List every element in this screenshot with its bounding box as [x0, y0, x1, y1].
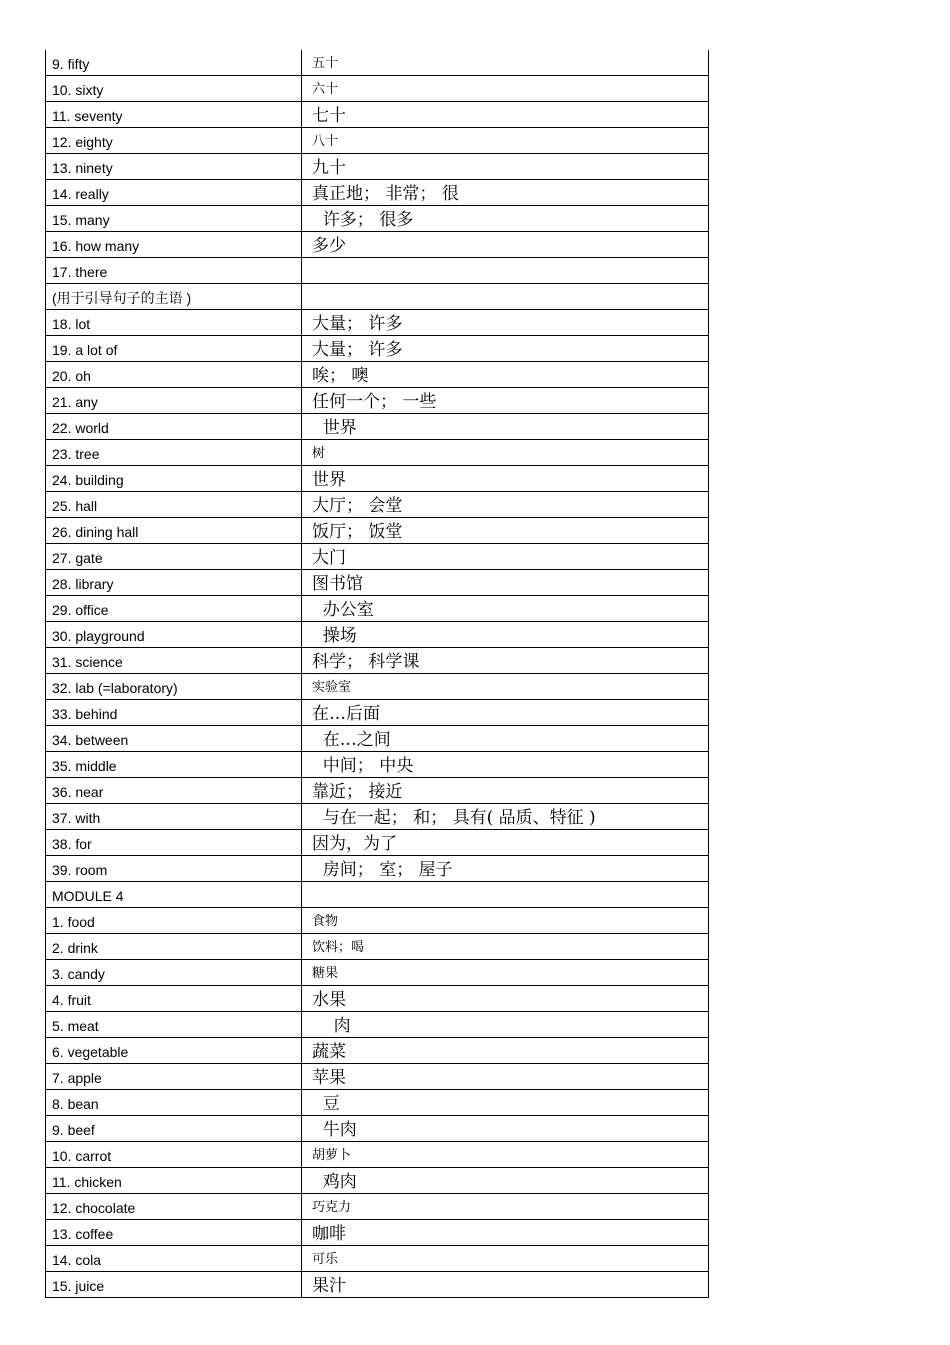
- table-row: [46, 440, 709, 466]
- table-row: [46, 1012, 709, 1038]
- chinese-meaning-cell: 胡萝卜: [302, 1142, 709, 1168]
- chinese-meaning-cell: 六十: [302, 76, 709, 102]
- chinese-meaning-cell: 饮料；喝: [302, 934, 709, 960]
- chinese-meaning-cell: 大厅； 会堂: [302, 492, 709, 518]
- table-row: [46, 180, 709, 206]
- english-term-cell: 10. sixty: [46, 76, 302, 102]
- table-row: [46, 544, 709, 570]
- chinese-meaning-cell: [302, 882, 709, 908]
- chinese-meaning-cell: 蔬菜: [302, 1038, 709, 1064]
- table-row: [46, 1116, 709, 1142]
- english-term-cell: 27. gate: [46, 544, 302, 570]
- english-term-cell: 32. lab (=laboratory): [46, 674, 302, 700]
- chinese-meaning-cell: 牛肉: [302, 1116, 709, 1142]
- english-term-cell: 38. for: [46, 830, 302, 856]
- english-term-cell: 33. behind: [46, 700, 302, 726]
- chinese-meaning-cell: 鸡肉: [302, 1168, 709, 1194]
- chinese-meaning-cell: 多少: [302, 232, 709, 258]
- chinese-meaning-cell: 中间； 中央: [302, 752, 709, 778]
- table-row: [46, 908, 709, 934]
- table-row: [46, 362, 709, 388]
- table-row: [46, 310, 709, 336]
- chinese-meaning-cell: 五十: [302, 50, 709, 76]
- chinese-meaning-cell: 任何一个； 一些: [302, 388, 709, 414]
- table-row: [46, 154, 709, 180]
- english-term-cell: 18. lot: [46, 310, 302, 336]
- chinese-meaning-cell: 大量； 许多: [302, 336, 709, 362]
- english-term-cell: 25. hall: [46, 492, 302, 518]
- chinese-meaning-cell: [302, 258, 709, 284]
- english-term-cell: 21. any: [46, 388, 302, 414]
- chinese-meaning-cell: 食物: [302, 908, 709, 934]
- english-term-cell: 30. playground: [46, 622, 302, 648]
- table-row: [46, 778, 709, 804]
- table-row: [46, 1168, 709, 1194]
- english-term-cell: 7. apple: [46, 1064, 302, 1090]
- chinese-meaning-cell: 苹果: [302, 1064, 709, 1090]
- english-term-cell: MODULE 4: [46, 882, 302, 908]
- table-row: [46, 336, 709, 362]
- english-term-cell: 10. carrot: [46, 1142, 302, 1168]
- english-term-cell: 29. office: [46, 596, 302, 622]
- table-row: [46, 258, 709, 284]
- table-row: [46, 466, 709, 492]
- english-term-cell: 23. tree: [46, 440, 302, 466]
- table-row: [46, 1090, 709, 1116]
- table-row: [46, 1194, 709, 1220]
- chinese-meaning-cell: 因为，为了: [302, 830, 709, 856]
- english-term-cell: 13. ninety: [46, 154, 302, 180]
- chinese-meaning-cell: 房间； 室； 屋子: [302, 856, 709, 882]
- chinese-meaning-cell: 在…后面: [302, 700, 709, 726]
- table-row: [46, 804, 709, 830]
- english-term-cell: 14. really: [46, 180, 302, 206]
- table-row: [46, 1220, 709, 1246]
- chinese-meaning-cell: 操场: [302, 622, 709, 648]
- table-row: [46, 1142, 709, 1168]
- chinese-meaning-cell: 九十: [302, 154, 709, 180]
- chinese-meaning-cell: 肉: [302, 1012, 709, 1038]
- english-term-cell: 26. dining hall: [46, 518, 302, 544]
- english-term-cell: 8. bean: [46, 1090, 302, 1116]
- chinese-meaning-cell: 科学； 科学课: [302, 648, 709, 674]
- english-term-cell: 6. vegetable: [46, 1038, 302, 1064]
- table-row: [46, 726, 709, 752]
- chinese-meaning-cell: 靠近； 接近: [302, 778, 709, 804]
- table-row: [46, 570, 709, 596]
- chinese-meaning-cell: 世界: [302, 414, 709, 440]
- chinese-meaning-cell: 唉； 噢: [302, 362, 709, 388]
- chinese-meaning-cell: 大量； 许多: [302, 310, 709, 336]
- chinese-meaning-cell: 许多； 很多: [302, 206, 709, 232]
- chinese-meaning-cell: 图书馆: [302, 570, 709, 596]
- english-term-cell: 24. building: [46, 466, 302, 492]
- table-row: [46, 50, 709, 76]
- english-term-cell: 39. room: [46, 856, 302, 882]
- english-term-cell: 12. eighty: [46, 128, 302, 154]
- english-term-cell: 9. fifty: [46, 50, 302, 76]
- table-row: [46, 414, 709, 440]
- chinese-meaning-cell: 巧克力: [302, 1194, 709, 1220]
- english-term-cell: 1. food: [46, 908, 302, 934]
- chinese-meaning-cell: 糖果: [302, 960, 709, 986]
- vocabulary-table-body: [46, 50, 709, 1298]
- chinese-meaning-cell: 八十: [302, 128, 709, 154]
- english-term-cell: 9. beef: [46, 1116, 302, 1142]
- table-row: [46, 388, 709, 414]
- english-term-cell: 37. with: [46, 804, 302, 830]
- english-term-cell: 17. there: [46, 258, 302, 284]
- table-row: [46, 960, 709, 986]
- table-row: [46, 986, 709, 1012]
- english-term-cell: 14. cola: [46, 1246, 302, 1272]
- table-row: [46, 232, 709, 258]
- english-term-cell: 36. near: [46, 778, 302, 804]
- table-row: [46, 648, 709, 674]
- chinese-meaning-cell: 树: [302, 440, 709, 466]
- english-term-cell: 3. candy: [46, 960, 302, 986]
- table-row: [46, 1064, 709, 1090]
- chinese-meaning-cell: 七十: [302, 102, 709, 128]
- english-term-cell: 20. oh: [46, 362, 302, 388]
- table-row: [46, 830, 709, 856]
- english-term-cell: 15. many: [46, 206, 302, 232]
- table-row: [46, 1246, 709, 1272]
- english-term-cell: 5. meat: [46, 1012, 302, 1038]
- table-row: [46, 934, 709, 960]
- chinese-meaning-cell: 实验室: [302, 674, 709, 700]
- table-row: [46, 102, 709, 128]
- table-row: [46, 518, 709, 544]
- chinese-meaning-cell: 大门: [302, 544, 709, 570]
- table-row: [46, 206, 709, 232]
- table-row: [46, 128, 709, 154]
- chinese-meaning-cell: 豆: [302, 1090, 709, 1116]
- table-row: [46, 284, 709, 310]
- english-term-cell: 4. fruit: [46, 986, 302, 1012]
- table-row: [46, 1272, 709, 1298]
- table-row: [46, 76, 709, 102]
- table-row: [46, 856, 709, 882]
- vocabulary-table: [45, 50, 709, 1298]
- table-row: [46, 622, 709, 648]
- english-term-cell: 35. middle: [46, 752, 302, 778]
- english-term-cell: 15. juice: [46, 1272, 302, 1298]
- chinese-meaning-cell: 可乐: [302, 1246, 709, 1272]
- chinese-meaning-cell: 饭厅； 饭堂: [302, 518, 709, 544]
- chinese-meaning-cell: 真正地； 非常； 很: [302, 180, 709, 206]
- english-term-cell: (用于引导句子的主语 ): [46, 284, 302, 310]
- english-term-cell: 11. seventy: [46, 102, 302, 128]
- english-term-cell: 28. library: [46, 570, 302, 596]
- table-row: [46, 752, 709, 778]
- chinese-meaning-cell: 办公室: [302, 596, 709, 622]
- chinese-meaning-cell: 水果: [302, 986, 709, 1012]
- table-row: [46, 674, 709, 700]
- chinese-meaning-cell: 世界: [302, 466, 709, 492]
- english-term-cell: 34. between: [46, 726, 302, 752]
- table-row: [46, 700, 709, 726]
- english-term-cell: 31. science: [46, 648, 302, 674]
- english-term-cell: 13. coffee: [46, 1220, 302, 1246]
- table-row: [46, 492, 709, 518]
- english-term-cell: 19. a lot of: [46, 336, 302, 362]
- chinese-meaning-cell: [302, 284, 709, 310]
- chinese-meaning-cell: 果汁: [302, 1272, 709, 1298]
- chinese-meaning-cell: 咖啡: [302, 1220, 709, 1246]
- table-row: [46, 882, 709, 908]
- english-term-cell: 16. how many: [46, 232, 302, 258]
- english-term-cell: 2. drink: [46, 934, 302, 960]
- english-term-cell: 22. world: [46, 414, 302, 440]
- table-row: [46, 596, 709, 622]
- english-term-cell: 12. chocolate: [46, 1194, 302, 1220]
- chinese-meaning-cell: 与在一起； 和； 具有( 品质、特征 ): [302, 804, 709, 830]
- table-row: [46, 1038, 709, 1064]
- english-term-cell: 11. chicken: [46, 1168, 302, 1194]
- chinese-meaning-cell: 在…之间: [302, 726, 709, 752]
